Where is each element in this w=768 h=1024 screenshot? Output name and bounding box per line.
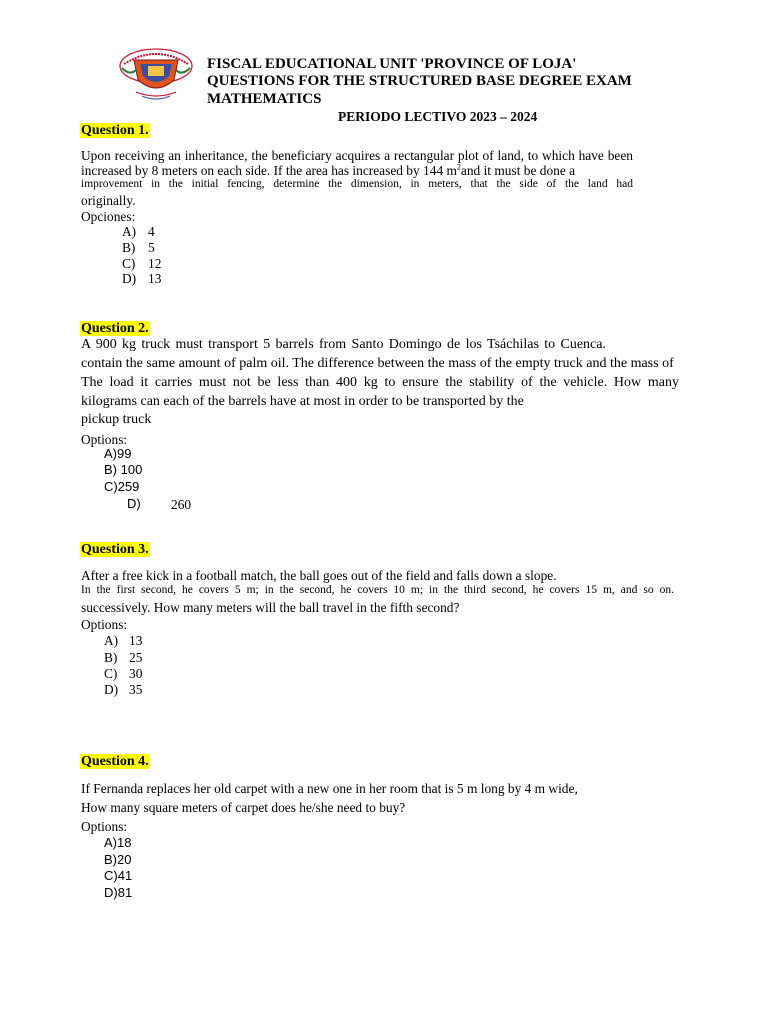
- question-1-option-a: A) 4: [122, 224, 155, 239]
- question-2-options-label: Options:: [81, 432, 128, 447]
- question-3-text-line: successively. How many meters will the ball travel in the fifth second?: [81, 600, 460, 615]
- question-2-option-d-value: 260: [171, 497, 192, 512]
- header-school-name: FISCAL EDUCATIONAL UNIT 'PROVINCE OF LOJA': [207, 56, 577, 72]
- question-4-text-line: If Fernanda replaces her old carpet with a new one in her room that is 5 m long by 4 m wide,: [81, 781, 578, 796]
- question-4-option-d: D)81: [104, 885, 133, 900]
- question-2-text-line: The load it carries must not be less than 400 kg to ensure the stability of the vehicle. How many: [81, 375, 679, 390]
- question-2-text-line: kilograms can each of the barrels have at most in order to be transported by the: [81, 394, 524, 409]
- question-1-text-line: increased by 8 meters on each side. If the area has increased by 144 $m^2and$ it must be done a: [81, 162, 576, 178]
- question-2-text-line: contain the same amount of palm oil. The difference between the mass of the empty truck and the mass of: [81, 356, 674, 371]
- question-3-text-line: In the first second, he covers 5 m; in the second, he covers 10 m; in the third second, he covers 15 m, and so on.: [81, 584, 674, 596]
- question-4-options-label: Options:: [81, 819, 128, 834]
- question-3-title: Question 3.: [81, 542, 149, 557]
- question-4-title: Question 4.: [81, 754, 149, 769]
- question-1-option-c: C) 12: [122, 256, 162, 271]
- question-3-option-a: A) 13: [104, 633, 143, 648]
- question-1-text-line: originally.: [81, 193, 136, 208]
- question-4-option-a: A)18: [104, 835, 132, 850]
- question-4-option-b: B)20: [104, 852, 132, 867]
- school-crest-logo: [118, 46, 194, 104]
- question-2-option-d-letter: D): [127, 496, 141, 511]
- header-exam-title: QUESTIONS FOR THE STRUCTURED BASE DEGREE EXAM: [207, 73, 632, 89]
- question-1-text-line: improvement in the initial fencing, determine the dimension, in meters, that the side of the land had: [81, 178, 633, 190]
- question-3-option-c: C) 30: [104, 666, 143, 681]
- question-1-text-line: Upon receiving an inheritance, the beneficiary acquires a rectangular plot of land, to which have been: [81, 148, 633, 163]
- question-3-option-d: D) 35: [104, 682, 143, 697]
- question-2-text-line: A 900 kg truck must transport 5 barrels from Santo Domingo de los Tsáchilas to Cuenca.: [81, 337, 606, 352]
- question-2-option-b: B) 100: [104, 462, 143, 477]
- header-subject: MATHEMATICS: [207, 91, 322, 107]
- question-2-text-line: pickup truck: [81, 412, 152, 427]
- question-1-option-d: D) 13: [122, 271, 162, 286]
- question-4-option-c: C)41: [104, 868, 133, 883]
- question-2-option-c: C)259: [104, 479, 140, 494]
- question-4-text-line: How many square meters of carpet does he/she need to buy?: [81, 800, 406, 815]
- question-2-title: Question 2.: [81, 321, 149, 336]
- question-3-options-label: Options:: [81, 617, 128, 632]
- question-3-text-line: After a free kick in a football match, the ball goes out of the field and falls down a slope.: [81, 568, 557, 583]
- question-1-title: Question 1.: [81, 123, 149, 138]
- question-1-option-b: B) 5: [122, 240, 155, 255]
- question-3-option-b: B) 25: [104, 650, 143, 665]
- question-2-option-a: A)99: [104, 446, 132, 461]
- header-period: PERIODO LECTIVO 2023 – 2024: [338, 109, 538, 124]
- question-1-options-label: Opciones:: [81, 209, 136, 224]
